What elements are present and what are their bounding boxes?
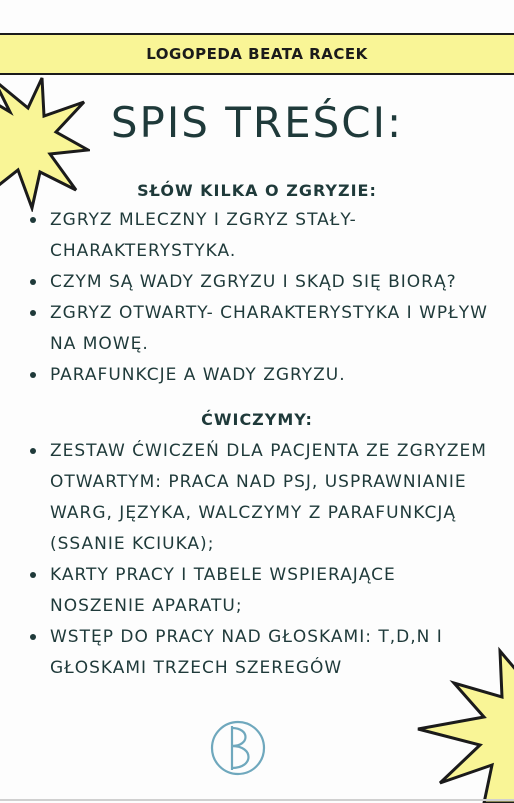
bottom-divider <box>0 799 514 801</box>
section-list-zgryz <box>24 205 494 391</box>
section-heading-cwiczymy: ĆWICZYMY: <box>201 410 313 429</box>
list-item: PARAFUNKCJE A WADY ZGRYZU. <box>24 360 494 391</box>
header-label: LOGOPEDA BEATA RACEK <box>146 45 368 63</box>
section-heading-zgryz: SŁÓW KILKA O ZGRYZIE: <box>137 181 377 200</box>
list-item: ZESTAW ĆWICZEŃ DLA PACJENTA ZE ZGRYZEM OTWARTYM: PRACA NAD PSJ, USPRAWNIANIE WARG, JĘZYKA, WALCZYMY Z PARAFUNKCJĄ (SSANIE KCIUKA); <box>24 436 494 560</box>
b-monogram-icon <box>210 712 266 784</box>
header-band <box>0 33 514 75</box>
section-list-cwiczymy <box>24 436 494 684</box>
page-title: SPIS TREŚCI: <box>110 98 404 147</box>
list-item: ZGRYZ OTWARTY- CHARAKTERYSTYKA I WPŁYW NA MOWĘ. <box>24 298 494 360</box>
list-item: CZYM SĄ WADY ZGRYZU I SKĄD SIĘ BIORĄ? <box>24 267 494 298</box>
list-item: ZGRYZ MLECZNY I ZGRYZ STAŁY- CHARAKTERYSTYKA. <box>24 205 494 267</box>
list-item: KARTY PRACY I TABELE WSPIERAJĄCE NOSZENIE APARATU; <box>24 560 494 622</box>
list-item: WSTĘP DO PRACY NAD GŁOSKAMI: T,D,N I GŁOSKAMI TRZECH SZEREGÓW <box>24 622 494 684</box>
